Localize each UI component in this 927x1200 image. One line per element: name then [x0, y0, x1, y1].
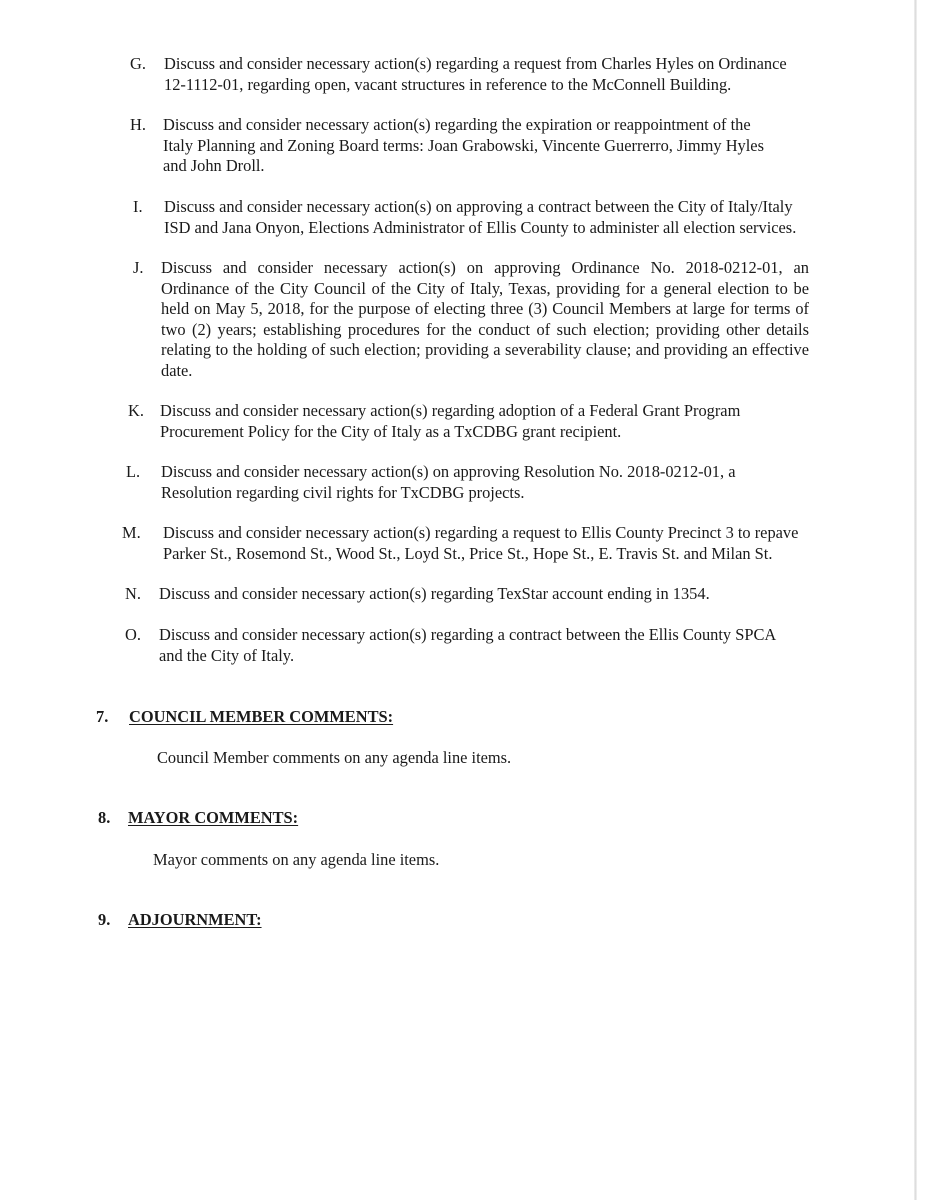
agenda-item-i: [133, 197, 833, 239]
agenda-item-text: Discuss and consider necessary action(s) regarding a request to Ellis County Precinct 3 to repave Parker St., Rosemond St., Wood St., Loyd St., Price St., Hope St., E. Travis St. and Milan St.: [163, 523, 799, 563]
section-title: COUNCIL MEMBER COMMENTS:: [129, 707, 394, 726]
section-title: ADJOURNMENT:: [128, 910, 262, 929]
section-number: 8.: [98, 808, 111, 827]
agenda-item-text: Discuss and consider necessary action(s) regarding the expiration or reappointment of the Italy Planning and Zoning Board terms: Joan Grabowski, Vincente Guerrerro, Jimmy Hyles and John Droll.: [163, 115, 764, 175]
section-7-heading: [96, 707, 596, 729]
agenda-item-text: Discuss and consider necessary action(s) regarding TexStar account ending in 1354.: [159, 584, 710, 603]
agenda-item-letter: I.: [133, 197, 143, 216]
section-9-heading: [98, 910, 598, 932]
agenda-item-j: [133, 258, 833, 382]
agenda-item-letter: J.: [133, 258, 144, 277]
agenda-item-text: Discuss and consider necessary action(s) regarding a request from Charles Hyles on Ordinance 12-1112-01, regarding open, vacant structures in reference to the McConnell Building.: [164, 54, 787, 94]
agenda-item-text: Discuss and consider necessary action(s) regarding adoption of a Federal Grant Program Procurement Policy for the City of Italy as a TxCDBG grant recipient.: [160, 401, 741, 441]
agenda-item-letter: H.: [130, 115, 146, 134]
agenda-item-l: [126, 462, 826, 504]
section-title: MAYOR COMMENTS:: [128, 808, 299, 827]
section-number: 9.: [98, 910, 111, 929]
agenda-item-k: [128, 401, 828, 443]
agenda-item-letter: N.: [125, 584, 141, 603]
agenda-item-o: [125, 625, 825, 667]
agenda-item-text: Discuss and consider necessary action(s) on approving a contract between the City of Italy/Italy ISD and Jana Onyon, Elections Administrator of Ellis County to administer all election services.: [164, 197, 797, 237]
agenda-item-text: Discuss and consider necessary action(s) on approving Ordinance No. 2018-0212-01, an Ordinance of the City Council of the City of Italy, Texas, providing for a general election to be held on May 5, 2018, for the purpose of electing three (3) Council Members at large for terms of two (2) years; establishing procedures for the conduct of such election; providing other details relating to the holding of such election; providing a severability clause; and providing an effective date.: [161, 258, 809, 380]
agenda-item-text: Discuss and consider necessary action(s) on approving Resolution No. 2018-0212-01, a Resolution regarding civil rights for TxCDBG projects.: [161, 462, 736, 502]
agenda-item-n: [125, 584, 825, 606]
agenda-item-m: [122, 523, 822, 565]
agenda-item-letter: K.: [128, 401, 144, 420]
page-edge-shadow: [914, 0, 917, 1200]
section-8-heading: [98, 808, 598, 830]
agenda-item-letter: G.: [130, 54, 146, 73]
section-8-body: Mayor comments on any agenda line items.: [153, 850, 440, 869]
section-number: 7.: [96, 707, 109, 726]
agenda-item-letter: L.: [126, 462, 141, 481]
agenda-item-h: [130, 115, 830, 177]
section-7-body: Council Member comments on any agenda line items.: [157, 748, 512, 767]
agenda-item-text: Discuss and consider necessary action(s) regarding a contract between the Ellis County SPCA and the City of Italy.: [159, 625, 776, 665]
agenda-item-letter: O.: [125, 625, 141, 644]
agenda-item-letter: M.: [122, 523, 141, 542]
agenda-item-g: [130, 54, 830, 96]
